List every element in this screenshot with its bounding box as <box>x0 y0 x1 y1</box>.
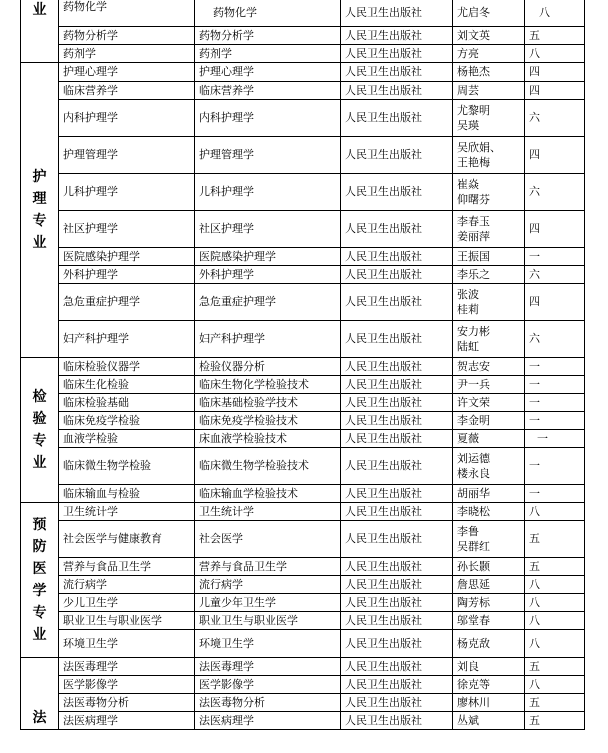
author-name: 詹思延 <box>457 577 490 591</box>
table-row <box>21 137 585 174</box>
authors <box>453 284 525 321</box>
author-name: 仰曙芬 <box>457 193 490 206</box>
edition: 八 <box>525 0 585 27</box>
course-name: 环境卫生学 <box>59 630 195 658</box>
edition: 一 <box>525 412 585 430</box>
table-row <box>21 430 585 448</box>
textbook-title: 环境卫生学 <box>195 630 341 658</box>
textbook-title: 临床生物化学检验技术 <box>195 376 341 394</box>
edition: 八 <box>525 594 585 612</box>
course-name: 临床营养学 <box>59 82 195 100</box>
edition: 五 <box>525 558 585 576</box>
authors <box>453 485 525 503</box>
authors <box>453 676 525 694</box>
course-name: 临床检验基础 <box>59 394 195 412</box>
authors <box>453 712 525 730</box>
textbook-title: 医院感染护理学 <box>195 248 341 266</box>
author-name: 尹一兵 <box>457 377 490 391</box>
author-name: 徐克等 <box>457 677 490 691</box>
publisher: 人民卫生出版社 <box>341 82 453 100</box>
publisher: 人民卫生出版社 <box>341 100 453 137</box>
table-row <box>21 612 585 630</box>
course-name: 法医病理学 <box>59 712 195 730</box>
author-name: 尤黎明 <box>457 104 490 117</box>
author-name: 陶芳标 <box>457 595 490 609</box>
textbook-title: 内科护理学 <box>195 100 341 137</box>
publisher: 人民卫生出版社 <box>341 503 453 521</box>
edition: 八 <box>525 676 585 694</box>
author-name: 安力彬 <box>457 325 490 338</box>
course-name: 护理心理学 <box>59 63 195 82</box>
course-name: 社会医学与健康教育 <box>59 521 195 558</box>
table-row <box>21 485 585 503</box>
textbook-title: 职业卫生与职业医学 <box>195 612 341 630</box>
course-name: 妇产科护理学 <box>59 321 195 358</box>
publisher: 人民卫生出版社 <box>341 137 453 174</box>
authors <box>453 266 525 284</box>
publisher: 人民卫生出版社 <box>341 284 453 321</box>
publisher: 人民卫生出版社 <box>341 594 453 612</box>
author-name: 吴欣娟、 <box>457 141 501 154</box>
authors <box>453 503 525 521</box>
edition: 一 <box>525 376 585 394</box>
publisher: 人民卫生出版社 <box>341 321 453 358</box>
author-name: 邬堂春 <box>457 613 490 627</box>
table-row <box>21 630 585 658</box>
author-name: 刘良 <box>457 659 479 673</box>
author-name: 李金明 <box>457 413 490 427</box>
publisher: 人民卫生出版社 <box>341 448 453 485</box>
textbook-title: 临床营养学 <box>195 82 341 100</box>
textbook-table-body <box>21 0 585 730</box>
author-name: 李乐之 <box>457 267 490 281</box>
textbook-title: 检验仪器分析 <box>195 358 341 376</box>
textbook-title: 药物化学 <box>195 0 341 27</box>
author-name: 姜丽萍 <box>457 230 490 243</box>
author-name: 陆虹 <box>457 340 479 353</box>
edition: 四 <box>525 82 585 100</box>
edition: 一 <box>525 394 585 412</box>
textbook-title: 临床免疫学检验技术 <box>195 412 341 430</box>
author-name: 王振国 <box>457 249 490 263</box>
publisher: 人民卫生出版社 <box>341 27 453 45</box>
textbook-title: 护理心理学 <box>195 63 341 82</box>
table-row <box>21 0 585 27</box>
table-row <box>21 394 585 412</box>
publisher: 人民卫生出版社 <box>341 521 453 558</box>
course-name: 卫生统计学 <box>59 503 195 521</box>
publisher: 人民卫生出版社 <box>341 0 453 27</box>
author-name: 李晓松 <box>457 504 490 518</box>
table-row <box>21 248 585 266</box>
textbook-title: 急危重症护理学 <box>195 284 341 321</box>
authors <box>453 100 525 137</box>
author-name: 桂莉 <box>457 303 479 316</box>
course-name: 法医毒理学 <box>59 658 195 676</box>
textbook-title: 法医病理学 <box>195 712 341 730</box>
publisher: 人民卫生出版社 <box>341 394 453 412</box>
authors <box>453 358 525 376</box>
course-name: 临床微生物学检验 <box>59 448 195 485</box>
table-row <box>21 284 585 321</box>
edition: 六 <box>525 266 585 284</box>
table-row <box>21 211 585 248</box>
edition: 八 <box>525 45 585 63</box>
author-name: 张波 <box>457 288 479 301</box>
course-name: 血液学检验 <box>59 430 195 448</box>
edition: 八 <box>525 503 585 521</box>
course-name: 营养与食品卫生学 <box>59 558 195 576</box>
course-name: 护理管理学 <box>59 137 195 174</box>
table-row <box>21 63 585 82</box>
edition: 四 <box>525 137 585 174</box>
authors <box>453 45 525 63</box>
course-name: 内科护理学 <box>59 100 195 137</box>
publisher: 人民卫生出版社 <box>341 63 453 82</box>
course-name: 职业卫生与职业医学 <box>59 612 195 630</box>
author-name: 刘文英 <box>457 28 490 42</box>
section-label: 预防医学专业 <box>21 503 59 658</box>
textbook-table <box>20 0 585 730</box>
edition: 一 <box>525 248 585 266</box>
edition: 五 <box>525 712 585 730</box>
table-row <box>21 658 585 676</box>
publisher: 人民卫生出版社 <box>341 612 453 630</box>
authors <box>453 558 525 576</box>
edition: 四 <box>525 211 585 248</box>
author-name: 李鲁 <box>457 525 479 538</box>
author-name: 丛斌 <box>457 713 479 727</box>
course-name: 儿科护理学 <box>59 174 195 211</box>
publisher: 人民卫生出版社 <box>341 266 453 284</box>
course-name: 法医毒物分析 <box>59 694 195 712</box>
authors <box>453 248 525 266</box>
textbook-title: 营养与食品卫生学 <box>195 558 341 576</box>
authors <box>453 82 525 100</box>
authors <box>453 594 525 612</box>
textbook-title: 床血液学检验技术 <box>195 430 341 448</box>
publisher: 人民卫生出版社 <box>341 558 453 576</box>
table-row <box>21 503 585 521</box>
textbook-title: 外科护理学 <box>195 266 341 284</box>
authors <box>453 612 525 630</box>
table-row <box>21 358 585 376</box>
publisher: 人民卫生出版社 <box>341 248 453 266</box>
course-name: 临床输血与检验 <box>59 485 195 503</box>
edition: 四 <box>525 284 585 321</box>
author-name: 楼永良 <box>457 467 490 480</box>
author-name: 周芸 <box>457 83 479 97</box>
table-row <box>21 321 585 358</box>
table-row <box>21 521 585 558</box>
author-name: 孙长颢 <box>457 559 490 573</box>
textbook-title: 社区护理学 <box>195 211 341 248</box>
textbook-title: 儿童少年卫生学 <box>195 594 341 612</box>
author-name: 胡丽华 <box>457 486 490 500</box>
textbook-title: 护理管理学 <box>195 137 341 174</box>
edition: 一 <box>525 430 585 448</box>
textbook-table-sheet <box>20 0 584 730</box>
publisher: 人民卫生出版社 <box>341 658 453 676</box>
edition: 一 <box>525 485 585 503</box>
textbook-title: 妇产科护理学 <box>195 321 341 358</box>
authors <box>453 0 525 27</box>
edition: 一 <box>525 358 585 376</box>
publisher: 人民卫生出版社 <box>341 376 453 394</box>
author-name: 尤启冬 <box>457 5 490 19</box>
course-name: 外科护理学 <box>59 266 195 284</box>
edition: 六 <box>525 321 585 358</box>
course-name: 少儿卫生学 <box>59 594 195 612</box>
publisher: 人民卫生出版社 <box>341 412 453 430</box>
course-name: 药物分析学 <box>59 27 195 45</box>
authors <box>453 137 525 174</box>
authors <box>453 658 525 676</box>
edition: 四 <box>525 63 585 82</box>
publisher: 人民卫生出版社 <box>341 358 453 376</box>
authors <box>453 448 525 485</box>
course-name: 临床免疫学检验 <box>59 412 195 430</box>
author-name: 杨艳杰 <box>457 65 490 78</box>
authors <box>453 27 525 45</box>
edition: 八 <box>525 630 585 658</box>
publisher: 人民卫生出版社 <box>341 45 453 63</box>
edition: 八 <box>525 576 585 594</box>
publisher: 人民卫生出版社 <box>341 485 453 503</box>
course-name: 临床生化检验 <box>59 376 195 394</box>
table-row <box>21 576 585 594</box>
authors <box>453 694 525 712</box>
author-name: 方亮 <box>457 46 479 60</box>
authors <box>453 412 525 430</box>
table-row <box>21 100 585 137</box>
section-label: 检验专业 <box>21 358 59 503</box>
table-row <box>21 594 585 612</box>
author-name: 贺志安 <box>457 359 490 373</box>
author-name: 吴群红 <box>457 540 490 553</box>
course-name: 药物化学 <box>59 0 195 27</box>
publisher: 人民卫生出版社 <box>341 712 453 730</box>
table-row <box>21 558 585 576</box>
course-name: 流行病学 <box>59 576 195 594</box>
authors <box>453 521 525 558</box>
table-row <box>21 412 585 430</box>
publisher: 人民卫生出版社 <box>341 630 453 658</box>
authors <box>453 394 525 412</box>
edition: 六 <box>525 100 585 137</box>
authors <box>453 430 525 448</box>
author-name: 夏薇 <box>457 431 479 445</box>
author-name: 刘运德 <box>457 452 490 465</box>
textbook-title: 医学影像学 <box>195 676 341 694</box>
publisher: 人民卫生出版社 <box>341 676 453 694</box>
table-row <box>21 266 585 284</box>
edition: 八 <box>525 612 585 630</box>
table-row <box>21 376 585 394</box>
section-label: 法 <box>21 658 59 730</box>
course-name: 社区护理学 <box>59 211 195 248</box>
textbook-title: 药物分析学 <box>195 27 341 45</box>
authors <box>453 63 525 82</box>
publisher: 人民卫生出版社 <box>341 576 453 594</box>
course-name: 急危重症护理学 <box>59 284 195 321</box>
author-name: 崔焱 <box>457 178 479 191</box>
textbook-title: 法医毒理学 <box>195 658 341 676</box>
authors <box>453 576 525 594</box>
course-name: 医学影像学 <box>59 676 195 694</box>
edition: 一 <box>525 448 585 485</box>
author-name: 吴瑛 <box>457 119 479 132</box>
textbook-title: 流行病学 <box>195 576 341 594</box>
authors <box>453 174 525 211</box>
publisher: 人民卫生出版社 <box>341 694 453 712</box>
section-label: 业 <box>21 0 59 63</box>
author-name: 李春玉 <box>457 215 490 228</box>
textbook-title: 法医毒物分析 <box>195 694 341 712</box>
publisher: 人民卫生出版社 <box>341 174 453 211</box>
textbook-title: 临床基础检验学技术 <box>195 394 341 412</box>
table-row <box>21 448 585 485</box>
edition: 五 <box>525 694 585 712</box>
author-name: 许文荣 <box>457 395 490 409</box>
textbook-title: 药剂学 <box>195 45 341 63</box>
authors <box>453 321 525 358</box>
textbook-title: 社会医学 <box>195 521 341 558</box>
table-row <box>21 174 585 211</box>
authors <box>453 630 525 658</box>
course-name: 临床检验仪器学 <box>59 358 195 376</box>
author-name: 杨克敌 <box>457 636 490 650</box>
textbook-title: 卫生统计学 <box>195 503 341 521</box>
textbook-title: 儿科护理学 <box>195 174 341 211</box>
table-row <box>21 27 585 45</box>
edition: 五 <box>525 521 585 558</box>
edition: 五 <box>525 658 585 676</box>
course-name: 医院感染护理学 <box>59 248 195 266</box>
table-row <box>21 45 585 63</box>
table-row <box>21 712 585 730</box>
table-row <box>21 676 585 694</box>
edition: 六 <box>525 174 585 211</box>
course-name: 药剂学 <box>59 45 195 63</box>
authors <box>453 376 525 394</box>
textbook-title: 临床微生物学检验技术 <box>195 448 341 485</box>
author-name: 廖林川 <box>457 695 490 709</box>
authors <box>453 211 525 248</box>
author-name: 王艳梅 <box>457 156 490 169</box>
publisher: 人民卫生出版社 <box>341 211 453 248</box>
edition: 五 <box>525 27 585 45</box>
publisher: 人民卫生出版社 <box>341 430 453 448</box>
textbook-title: 临床输血学检验技术 <box>195 485 341 503</box>
table-row <box>21 694 585 712</box>
section-label: 护理专业 <box>21 63 59 358</box>
table-row <box>21 82 585 100</box>
